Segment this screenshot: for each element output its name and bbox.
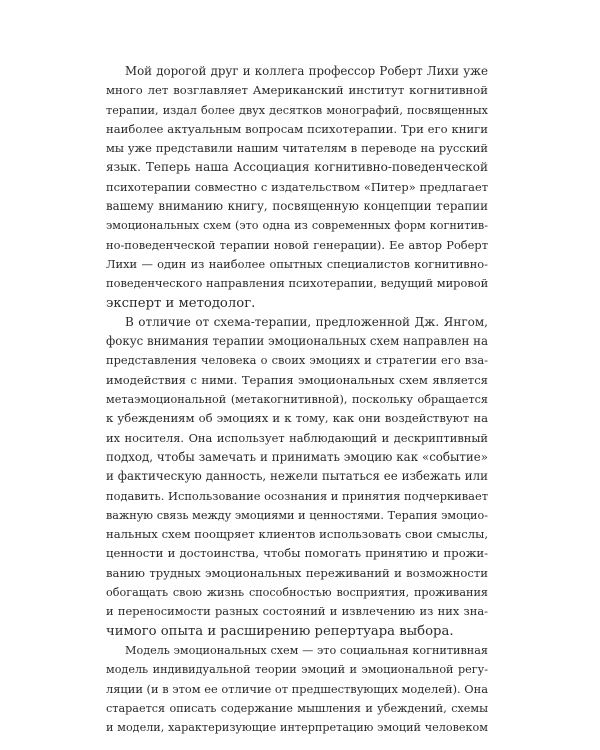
- paragraph-3-line: ляции (и в этом ее отличие от предшествующих моделей). Она: [106, 681, 488, 696]
- paragraph-2-line: нальных схем поощряет клиентов использовать свои смыслы,: [106, 527, 488, 542]
- paragraph-2-line: и переносимости разных состояний и извлечению из них зна-: [106, 604, 488, 619]
- paragraph-2-line: их носителя. Она использует наблюдающий и дескриптивный: [106, 430, 488, 445]
- paragraph-1-line: эмоциональных схем (это одна из современных форм когнитив-: [106, 219, 488, 233]
- paragraph-2-line: обогащать свою жизнь способностью восприятия, проживания: [106, 586, 488, 600]
- paragraph-2-line: ванию трудных эмоциональных переживаний и возможности: [106, 565, 488, 580]
- paragraph-2-line: и фактическую данность, нежели пытаться ее избежать или: [106, 469, 488, 484]
- paragraph-1-line: терапии, издал более двух десятков монографий, посвященных: [106, 103, 488, 117]
- paragraph-2-line: подавить. Использование осознания и принятия подчеркивает: [106, 488, 488, 503]
- paragraph-1-line: много лет возглавляет Американский институт когнитивной: [106, 83, 488, 98]
- paragraph-3-line: Модель эмоциональных схем — это социальная когнитивная: [125, 643, 488, 657]
- paragraph-2-line: подход, чтобы замечать и принимать эмоцию как «событие»: [106, 449, 488, 464]
- paragraph-1-line: эксперт и методолог.: [106, 295, 256, 311]
- paragraph-3-line: модель индивидуальной теории эмоций и эмоциональной регу-: [106, 663, 488, 677]
- paragraph-2-line: имодействия с ними. Терапия эмоциональных схем является: [106, 372, 488, 387]
- paragraph-2-line: метаэмоциональной (метакогнитивной), поскольку обращается: [106, 393, 488, 407]
- paragraph-1-line: вашему вниманию книгу, посвященную концепции терапии: [106, 199, 488, 214]
- paragraph-2-line: к убеждениям об эмоциях и к тому, как они воздействуют на: [106, 411, 488, 426]
- paragraph-1-line: поведенческого направления психотерапии, ведущий мировой: [106, 276, 488, 291]
- paragraph-3-line: и модели, характеризующие интерпретацию эмоций человеком: [106, 721, 488, 735]
- paragraph-1-line: мы уже представили нашим читателям в переводе на русский: [106, 141, 488, 156]
- paragraph-2-line: важную связь между эмоциями и ценностями. Терапия эмоцио-: [106, 508, 488, 522]
- paragraph-2-line: ценности и достоинства, чтобы помогать принятию и прожи-: [106, 546, 488, 561]
- paragraph-2-line: В отличие от схема-терапии, предложенной Дж. Янгом,: [125, 314, 488, 329]
- paragraph-2-line: представления человека о своих эмоциях и стратегии его вза-: [106, 353, 488, 368]
- body-text: [106, 62, 488, 737]
- paragraph-1-line: но-поведенческой терапии новой генерации). Ее автор Роберт: [106, 237, 488, 252]
- paragraph-3-line: старается описать содержание мышления и убеждений, схемы: [106, 701, 488, 715]
- paragraph-2-line: чимого опыта и расширению репертуара выбора.: [106, 623, 454, 639]
- paragraph-1-line: психотерапии совместно с издательством «Питер» предлагает: [106, 179, 488, 194]
- paragraph-1-line: язык. Теперь наша Ассоциация когнитивно-поведенческой: [106, 160, 488, 175]
- paragraph-1-line: Мой дорогой друг и коллега профессор Роберт Лихи уже: [125, 64, 488, 78]
- paragraph-2-line: фокус внимания терапии эмоциональных схем направлен на: [106, 334, 488, 349]
- paragraph-1-line: Лихи — один из наиболее опытных специалистов когнитивно-: [106, 256, 488, 271]
- paragraph-1-line: наиболее актуальным вопросам психотерапии. Три его книги: [106, 121, 488, 136]
